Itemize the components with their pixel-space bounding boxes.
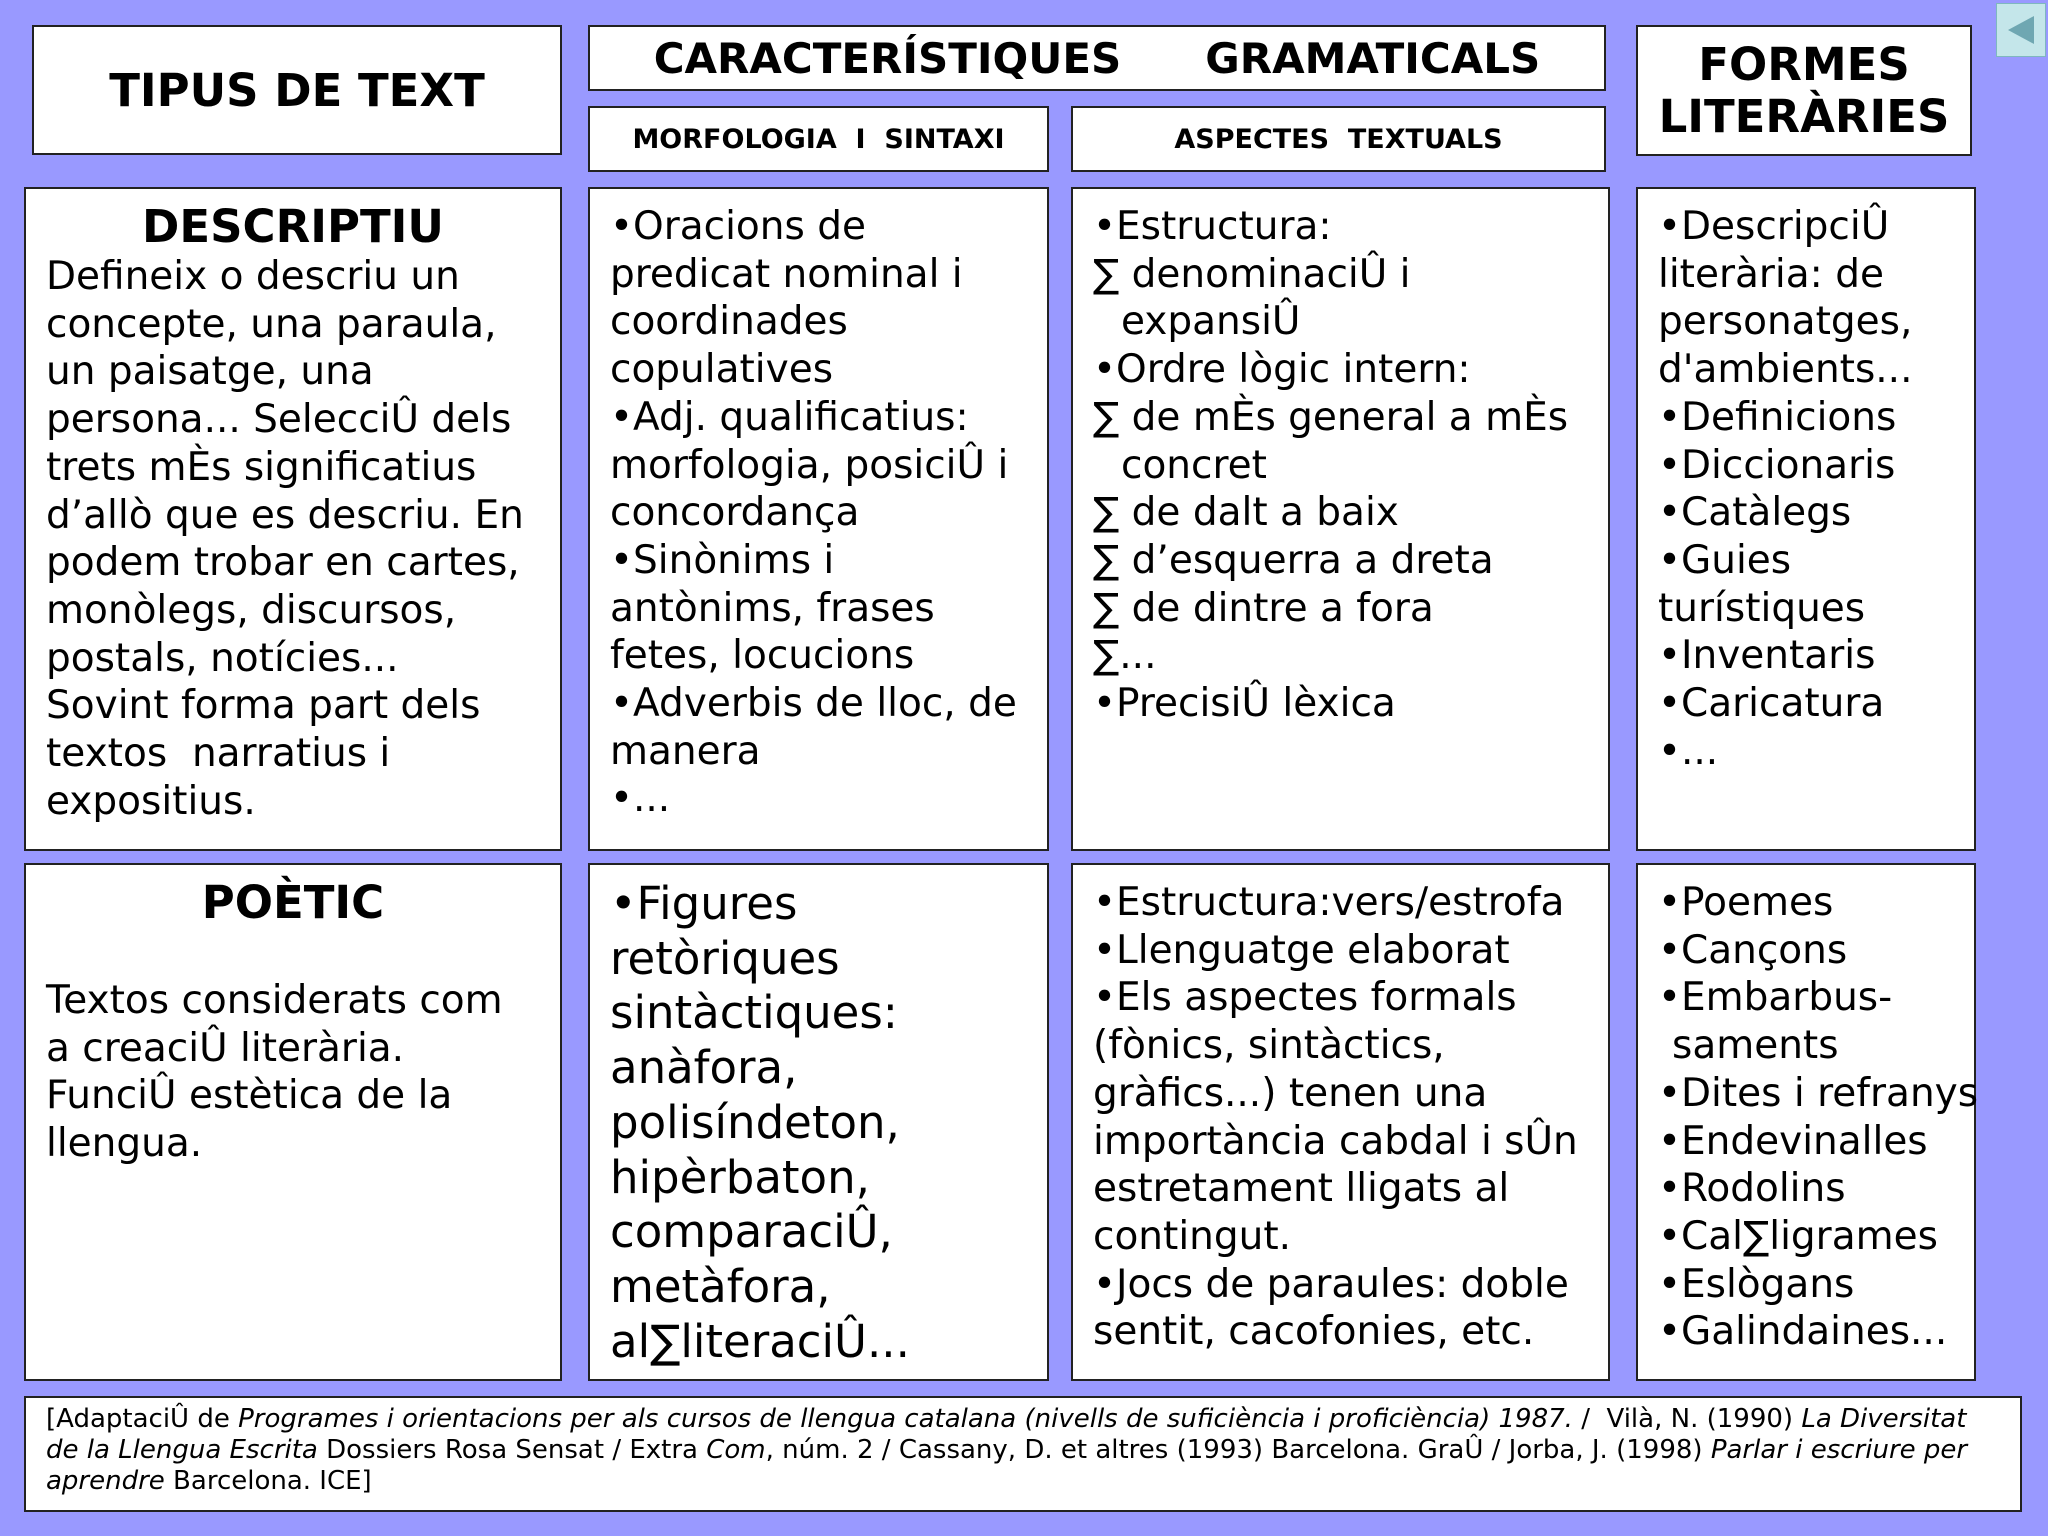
formes-line: •...	[1658, 728, 1719, 774]
descriptiu-text-line: Defineix o descriu un	[46, 254, 460, 299]
formes-line: •Diccionaris	[1658, 442, 1896, 488]
citation-text: / Vilà, N. (1990)	[1572, 1404, 1802, 1434]
formes-line: •Galindaines...	[1658, 1309, 1948, 1355]
morfologia-line: coordinades	[610, 299, 848, 345]
formes-line: d'ambients...	[1658, 347, 1913, 393]
header-caracteristiques-label: CARACTERÍSTIQUES	[653, 33, 1122, 83]
aspectes-line: ∑...	[1093, 633, 1157, 679]
morfologia-line: copulatives	[610, 347, 834, 393]
morfologia-line: antònims, frases	[610, 585, 935, 631]
poetic-text-line: llengua.	[46, 1121, 203, 1167]
header-formes-label: FORMES	[1698, 37, 1910, 91]
formes-line: personatges,	[1658, 299, 1913, 345]
triangle-left-icon	[2004, 13, 2038, 47]
formes-line: •DescripciÛ	[1658, 204, 1890, 249]
formes-line: •Guies	[1658, 537, 1792, 583]
citation-italic: La Diversitat de la Llengua Escrita	[46, 1404, 1967, 1465]
formes-line: literària: de	[1658, 251, 1884, 297]
descriptiu-text-line: trets mÈs significatius	[46, 444, 477, 490]
formes-line: •Catàlegs	[1658, 490, 1852, 536]
poetic-morfologia-cell	[588, 863, 1049, 1381]
descriptiu-text-line: expositius.	[46, 778, 256, 824]
citation-text: Barcelona. ICE]	[164, 1466, 372, 1496]
aspectes-line: •Estructura:vers/estrofa	[1093, 880, 1565, 925]
morfologia-line: •Figures	[610, 877, 798, 930]
morfologia-line: predicat nominal i	[610, 251, 963, 297]
formes-line: •Embarbus-	[1658, 975, 1893, 1021]
descriptiu-text-line: podem trobar en cartes,	[46, 540, 520, 586]
descriptiu-text-line: d’allò que es descriu. En	[46, 492, 524, 538]
morfologia-line: •Sinònims i	[610, 537, 835, 583]
aspectes-line: ∑ de dintre a fora	[1093, 585, 1434, 631]
aspectes-line: contingut.	[1093, 1213, 1292, 1259]
morfologia-line: fetes, locucions	[610, 633, 915, 679]
header-tipus-label: TIPUS DE TEXT	[109, 63, 485, 117]
header-aspectes-label: ASPECTES TEXTUALS	[1174, 123, 1503, 155]
morfologia-line: morfologia, posiciÛ i	[610, 442, 1009, 488]
back-button[interactable]	[1996, 3, 2046, 57]
citation-italic: Parlar i escriure per aprendre	[46, 1435, 1968, 1496]
formes-line: •Eslògans	[1658, 1261, 1855, 1307]
aspectes-line: ∑ de dalt a baix	[1093, 490, 1399, 536]
morfologia-line: comparaciÛ,	[610, 1205, 893, 1259]
descriptiu-text-line: concepte, una paraula,	[46, 301, 497, 347]
poetic-formes-cell	[1636, 863, 1979, 1381]
citation-italic: Programes i orientacions per als cursos de llengua catalana (nivells de suficiència i proficiència) 1987.	[238, 1404, 1573, 1434]
aspectes-line: gràfics...) tenen una	[1093, 1070, 1488, 1116]
poetic-text-line: FunciÛ estètica de la	[46, 1073, 453, 1119]
formes-line: saments	[1672, 1023, 1839, 1069]
aspectes-line: ∑ denominaciÛ i	[1093, 251, 1411, 297]
descriptiu-text-line: monòlegs, discursos,	[46, 587, 457, 633]
formes-line: •Poemes	[1658, 880, 1834, 925]
citation-italic: Com	[706, 1435, 766, 1465]
aspectes-line: •PrecisiÛ lèxica	[1093, 681, 1396, 727]
morfologia-line: retòriques	[610, 931, 840, 985]
header-morfologia-label: MORFOLOGIA I SINTAXI	[632, 123, 1005, 155]
header-aspectes-textuals	[1071, 106, 1606, 172]
aspectes-line: •Jocs de paraules: doble	[1093, 1261, 1569, 1307]
header-formes-literaries	[1636, 25, 1972, 156]
formes-line: •Caricatura	[1658, 681, 1885, 727]
aspectes-line: (fònics, sintàctics,	[1093, 1023, 1445, 1069]
morfologia-line: manera	[610, 728, 761, 774]
spacer	[46, 929, 540, 977]
descriptiu-aspectes-cell	[1071, 187, 1610, 851]
aspectes-line: ∑ d’esquerra a dreta	[1093, 537, 1494, 583]
aspectes-line: •Els aspectes formals	[1093, 975, 1517, 1021]
morfologia-line: metàfora,	[610, 1259, 831, 1313]
aspectes-line: sentit, cacofonies, etc.	[1093, 1309, 1535, 1355]
morfologia-line: anàfora,	[610, 1041, 798, 1095]
aspectes-line: expansiÛ	[1121, 299, 1301, 345]
header-literaries-label: LITERÀRIES	[1658, 89, 1950, 143]
formes-line: •Endevinalles	[1658, 1118, 1928, 1164]
morfologia-line: •Oracions de	[610, 204, 866, 249]
descriptiu-text-line: Sovint forma part dels	[46, 683, 481, 729]
formes-line: turístiques	[1658, 585, 1866, 631]
citation-text: [AdaptaciÛ de	[46, 1404, 239, 1434]
formes-line: •Rodolins	[1658, 1166, 1846, 1212]
morfologia-line: concordança	[610, 490, 860, 536]
poetic-text-line: a creaciÛ literària.	[46, 1025, 405, 1071]
citation-text: Dossiers Rosa Sensat / Extra	[317, 1435, 707, 1465]
formes-line: •Cal∑ligrames	[1658, 1213, 1938, 1259]
morfologia-line: •Adj. qualificatius:	[610, 394, 969, 440]
formes-line: •Definicions	[1658, 394, 1897, 440]
poetic-text-line: Textos considerats com	[46, 978, 503, 1023]
morfologia-line: •Adverbis de lloc, de	[610, 681, 1017, 727]
descriptiu-text-line: persona... SelecciÛ dels	[46, 397, 512, 443]
descriptiu-formes-cell	[1636, 187, 1976, 851]
descriptiu-text-line: un paisatge, una	[46, 349, 374, 395]
aspectes-line: ∑ de mÈs general a mÈs	[1093, 394, 1569, 440]
descriptiu-text-line: postals, notícies...	[46, 635, 399, 681]
morfologia-line: polisíndeton,	[610, 1095, 900, 1149]
aspectes-line: •Ordre lògic intern:	[1093, 347, 1471, 393]
poetic-tipus-cell	[24, 863, 562, 1381]
bibliography-citation	[24, 1396, 2022, 1512]
header-gramaticals-label: GRAMATICALS	[1205, 33, 1541, 83]
morfologia-line: al∑literaciÛ...	[610, 1314, 910, 1368]
formes-line: •Dites i refranys	[1658, 1070, 1979, 1116]
descriptiu-morfologia-cell	[588, 187, 1049, 851]
descriptiu-tipus-cell	[24, 187, 562, 851]
morfologia-line: •...	[610, 776, 671, 822]
morfologia-line: hipèrbaton,	[610, 1150, 870, 1204]
formes-line: •Cançons	[1658, 927, 1848, 973]
aspectes-line: estretament lligats al	[1093, 1166, 1510, 1212]
aspectes-line: importància cabdal i sÛn	[1093, 1118, 1578, 1164]
aspectes-line: concret	[1121, 442, 1267, 488]
aspectes-line: •Llenguatge elaborat	[1093, 927, 1510, 973]
citation-text: , núm. 2 / Cassany, D. et altres (1993) Barcelona. GraÛ / Jorba, J. (1998)	[765, 1435, 1711, 1465]
header-morfologia-sintaxi	[588, 106, 1049, 172]
aspectes-line: •Estructura:	[1093, 204, 1332, 249]
poetic-title: POÈTIC	[201, 876, 385, 929]
header-caracteristiques-gramaticals	[588, 25, 1606, 91]
descriptiu-title: DESCRIPTIU	[142, 200, 444, 253]
morfologia-line: sintàctiques:	[610, 986, 898, 1040]
formes-line: •Inventaris	[1658, 633, 1876, 679]
header-tipus-de-text	[32, 25, 562, 155]
descriptiu-text-line: textos narratius i	[46, 731, 391, 777]
poetic-aspectes-cell	[1071, 863, 1610, 1381]
